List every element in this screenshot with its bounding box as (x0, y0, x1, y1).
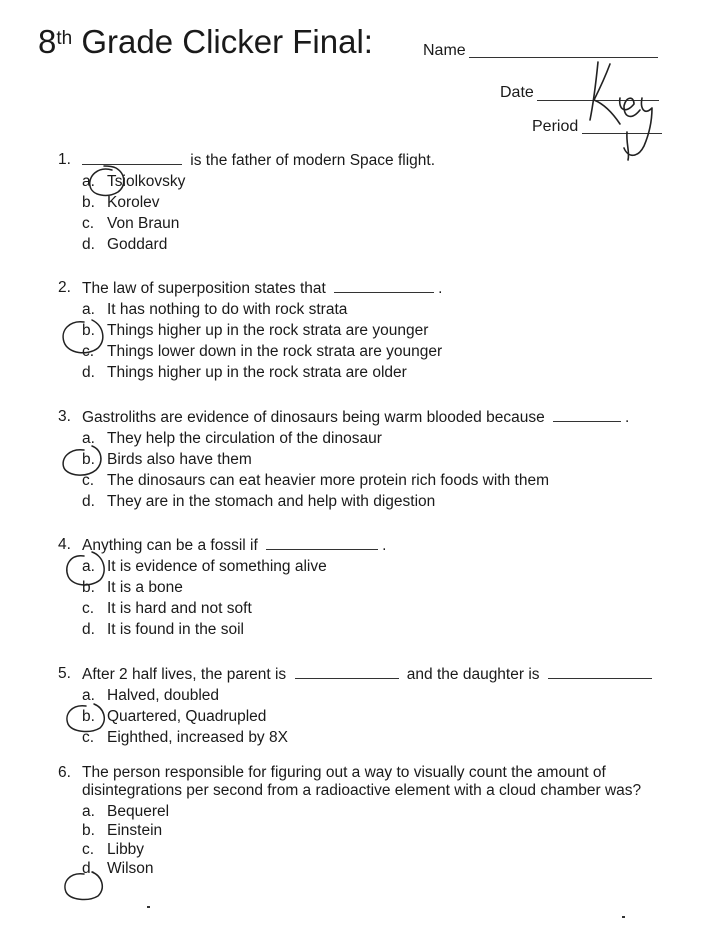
period-field[interactable] (582, 133, 662, 134)
answer-blank (82, 150, 182, 165)
question-text: The law of superposition states that . (82, 280, 443, 297)
option-c[interactable]: c. Libby (82, 841, 145, 858)
option-a[interactable]: a. It has nothing to do with rock strata (82, 301, 348, 318)
option-c[interactable]: c. The dinosaurs can eat heavier more protein rich foods with them (82, 472, 549, 489)
option-b[interactable]: b. It is a bone (82, 579, 183, 596)
name-label: Name (423, 42, 466, 59)
handwritten-key-signature (590, 62, 652, 160)
question-2 (58, 278, 442, 383)
question-text: is the father of modern Space flight. (82, 150, 435, 171)
option-a[interactable]: a. Tsiolkovsky (82, 173, 186, 190)
option-d[interactable]: d. Goddard (82, 236, 168, 253)
option-a[interactable]: a. Bequerel (82, 803, 170, 820)
option-b[interactable]: b. Birds also have them (82, 451, 252, 468)
option-a[interactable]: a. They help the circulation of the dinosaur (82, 430, 382, 447)
option-b[interactable]: b. Things higher up in the rock strata are younger (82, 322, 429, 339)
option-c[interactable]: c. Things lower down in the rock strata are younger (82, 343, 443, 360)
question-number: 3. (58, 408, 71, 425)
question-text: After 2 half lives, the parent is and the daughter is (82, 664, 656, 685)
question-5 (58, 664, 656, 748)
answer-blank (266, 535, 378, 550)
question-6 (58, 764, 642, 878)
option-d[interactable]: d. Things higher up in the rock strata are older (82, 364, 407, 381)
specks (147, 906, 625, 918)
option-b[interactable]: b. Einstein (82, 822, 163, 839)
question-text: Anything can be a fossil if . (82, 537, 387, 554)
answer-blank (553, 407, 621, 422)
question-1 (58, 150, 435, 255)
option-b[interactable]: b. Quartered, Quadrupled (82, 708, 267, 725)
period-label: Period (532, 118, 579, 135)
question-number: 2. (58, 279, 71, 296)
option-d[interactable]: d. They are in the stomach and help with digestion (82, 493, 436, 510)
question-number: 4. (58, 536, 71, 553)
option-c[interactable]: c. Eighthed, increased by 8X (82, 729, 288, 746)
question-4 (58, 535, 386, 640)
question-number: 5. (58, 665, 71, 682)
answer-blank (334, 278, 434, 293)
date-label: Date (500, 84, 534, 101)
option-a[interactable]: a. It is evidence of something alive (82, 558, 327, 575)
daughter-blank (548, 664, 652, 679)
question-number: 6. (58, 764, 71, 781)
name-field[interactable] (469, 57, 658, 58)
option-c[interactable]: c. It is hard and not soft (82, 600, 252, 617)
option-c[interactable]: c. Von Braun (82, 215, 180, 232)
option-d[interactable]: d. Wilson (82, 860, 154, 877)
page-title: 8th Grade Clicker Final: (38, 23, 373, 60)
parent-blank (295, 664, 399, 679)
question-3 (58, 407, 629, 512)
question-number: 1. (58, 151, 71, 168)
option-a[interactable]: a. Halved, doubled (82, 687, 220, 704)
option-d[interactable]: d. It is found in the soil (82, 621, 244, 638)
question-text: The person responsible for figuring out a way to visually count the amount of disintegrations per second from a radioactive element with a cloud chamber was? (82, 764, 642, 799)
date-field[interactable] (537, 100, 659, 101)
question-text: Gastroliths are evidence of dinosaurs being warm blooded because . (82, 409, 630, 426)
option-b[interactable]: b. Korolev (82, 194, 160, 211)
